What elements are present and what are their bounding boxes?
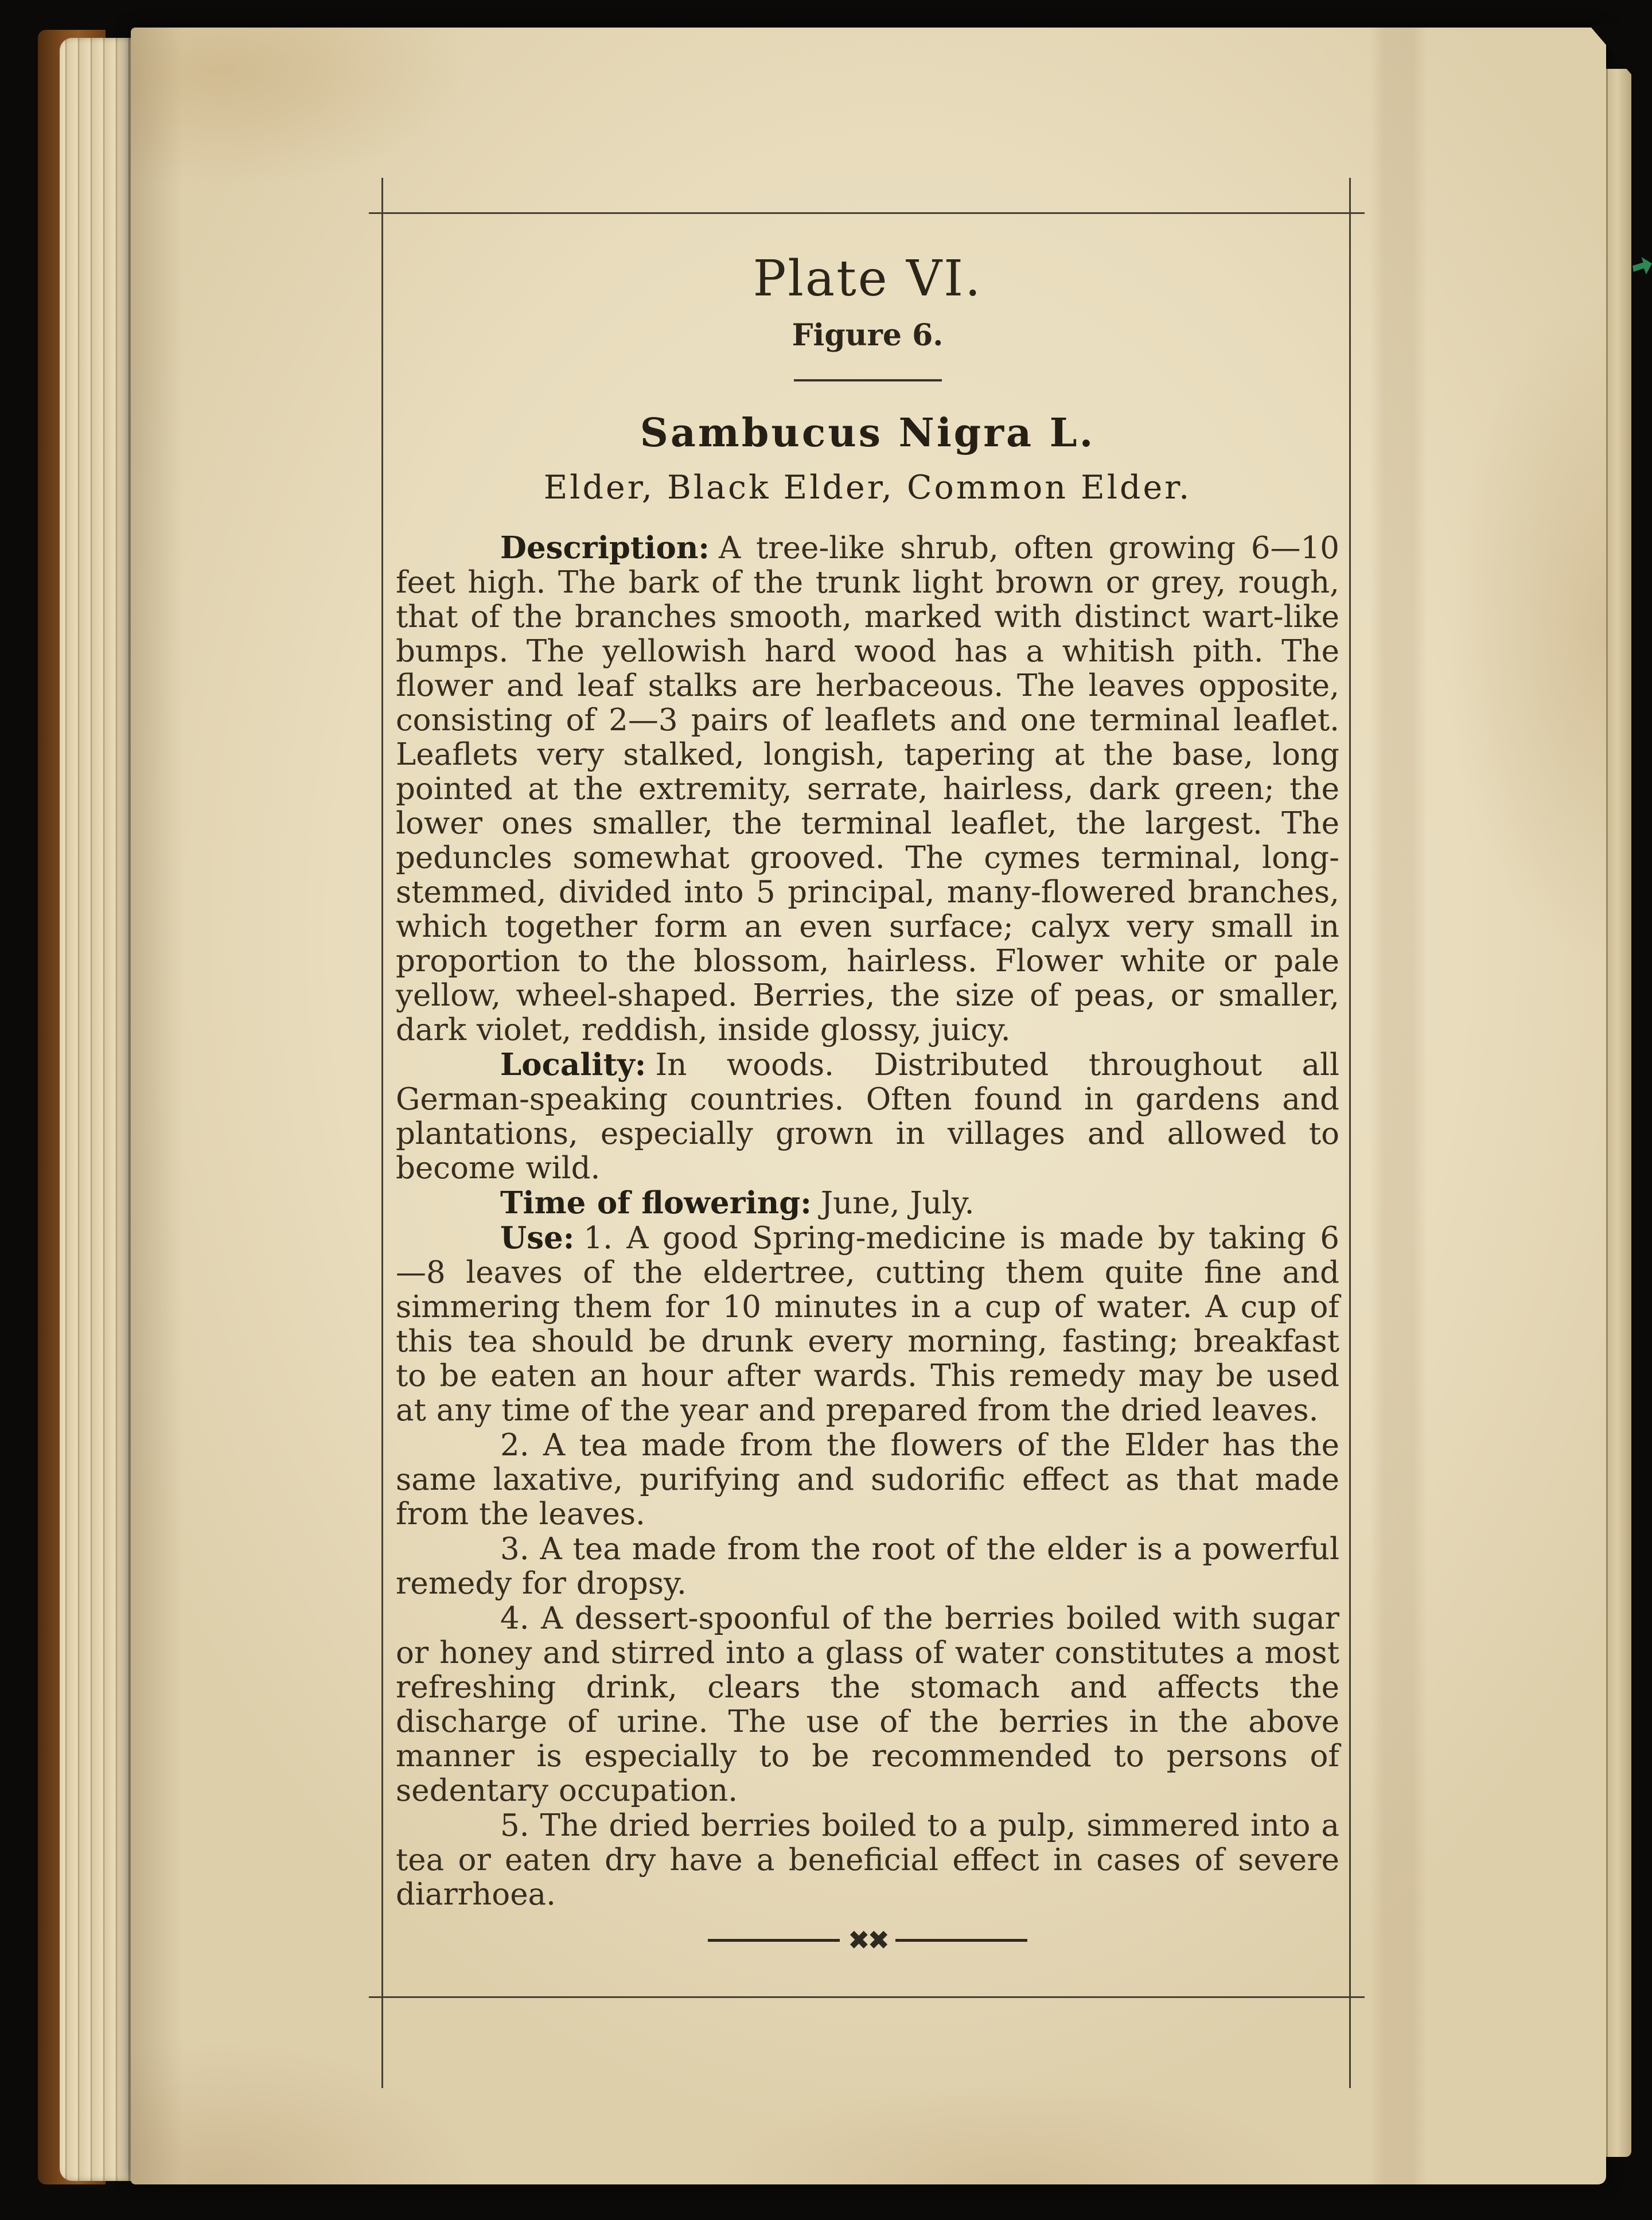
paragraph-description	[396, 531, 1339, 1047]
paragraph-text: June, July.	[820, 1186, 975, 1221]
paragraph-text: 5. The dried berries boiled to a pulp, simmered into a tea or eaten dry have a beneficial effect in cases of severe diarrhoea.	[396, 1808, 1339, 1912]
body-paragraphs	[396, 531, 1339, 1912]
paragraph-text: In woods. Distributed throughout all German-speaking countries. Often found in gardens and plantations, especially grown in villages and allowed to become wild.	[396, 1047, 1339, 1186]
frame-line-bottom	[369, 1996, 1365, 1998]
book-page	[131, 28, 1606, 2184]
paragraph-lead: Time of flowering:	[500, 1185, 812, 1221]
ornament-line-left	[708, 1939, 840, 1942]
paragraph-use-3	[396, 1532, 1339, 1601]
frame-line-left	[381, 178, 383, 2088]
paragraph-use-5	[396, 1808, 1339, 1912]
divider-rule	[794, 379, 942, 381]
common-names-subtitle: Elder, Black Elder, Common Elder.	[543, 469, 1192, 507]
paragraph-lead: Locality:	[500, 1047, 646, 1082]
frame-line-top	[369, 212, 1365, 214]
figure-label: Figure 6.	[792, 318, 944, 353]
green-scan-artifact-icon	[1632, 257, 1652, 279]
next-page-edge	[1606, 69, 1631, 2157]
paragraph-text: 1. A good Spring-medicine is made by taking 6—8 leaves of the eldertree, cutting them quite fine and simmering them for 10 minutes in a cup of water. A cup of this tea should be drunk every morning, fasting; breakfast to be eaten an hour after wards. This remedy may be used at any time of the year and prepared from the dried leaves.	[396, 1221, 1339, 1428]
species-title: Sambucus Nigra L.	[640, 410, 1096, 456]
paragraph-flowering-time	[396, 1186, 1339, 1221]
paragraph-use-1	[396, 1221, 1339, 1428]
paragraph-locality	[396, 1047, 1339, 1186]
paragraph-text: 2. A tea made from the flowers of the Elder has the same laxative, purifying and sudorific effect as that made from the leaves.	[396, 1428, 1339, 1532]
ornament-line-right	[895, 1939, 1027, 1942]
paragraph-use-4	[396, 1601, 1339, 1808]
frame-line-right	[1349, 178, 1351, 2088]
plate-title: Plate VI.	[753, 250, 983, 307]
printed-content	[396, 246, 1339, 1956]
paragraph-text: A tree-like shrub, often growing 6—10 feet high. The bark of the trunk light brown or grey, rough, that of the branches smooth, marked with distinct wart-like bumps. The yellowish hard wood has a whitish pith. The flower and leaf stalks are herbaceous. The leaves opposite, consisting of 2—3 pairs of leaflets and one terminal leaflet. Leaflets very stalked, longish, tapering at the base, long pointed at the extremity, serrate, hairless, dark green; the lower ones smaller, the terminal leaflet, the largest. The peduncles somewhat grooved. The cymes terminal, long-stemmed, divided into 5 principal, many-flowered branches, which together form an even surface; calyx very small in proportion to the blossom, hairless. Flower white or pale yellow, wheel-shaped. Berries, the size of peas, or smaller, dark violet, reddish, inside glossy, juicy.	[396, 531, 1339, 1047]
end-ornament	[396, 1925, 1339, 1956]
paragraph-use-2	[396, 1428, 1339, 1532]
paragraph-lead: Description:	[500, 530, 710, 566]
paragraph-text: 3. A tea made from the root of the elder is a powerful remedy for dropsy.	[396, 1532, 1339, 1601]
paragraph-lead: Use:	[500, 1220, 575, 1256]
ornament-glyphs: ✖✖	[847, 1925, 888, 1956]
paragraph-text: 4. A dessert-spoonful of the berries boiled with sugar or honey and stirred into a glass of water constitutes a most refreshing drink, clears the stomach and affects the discharge of urine. The use of the berries in the above manner is especially to be recommended to persons of sedentary occupation.	[396, 1601, 1339, 1808]
